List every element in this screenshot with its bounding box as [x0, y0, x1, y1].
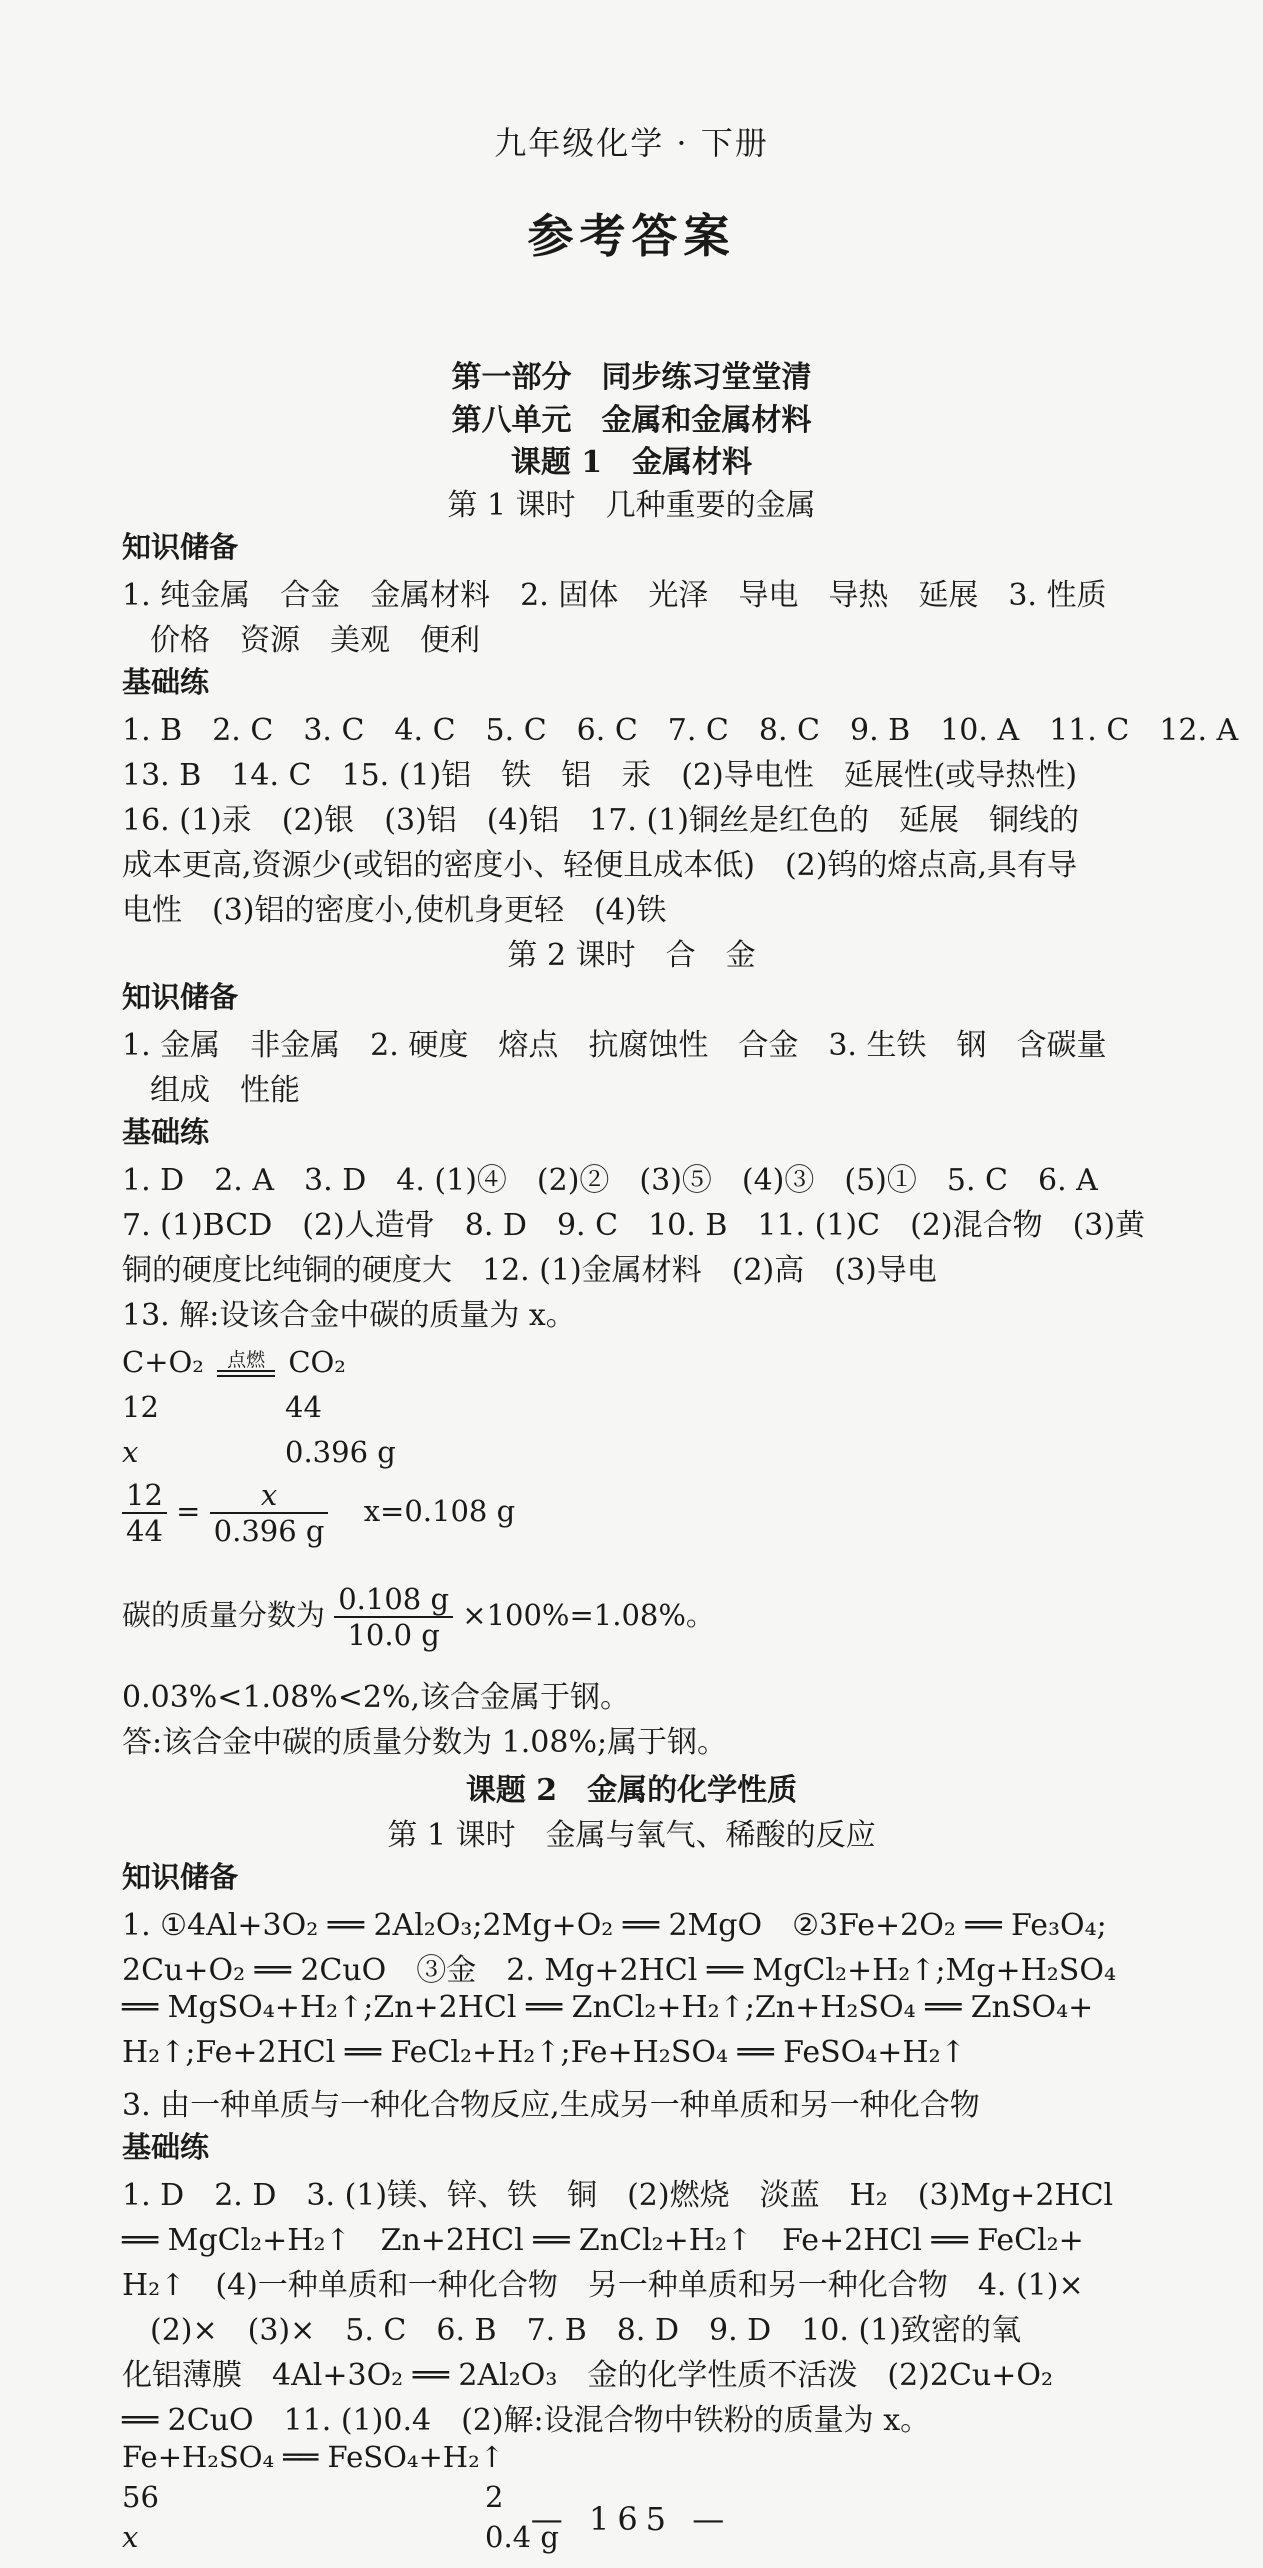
- part-heading: 第一部分 同步练习堂堂清: [451, 360, 812, 395]
- answer-line: 13. 解:设该合金中碳的质量为 x。: [122, 1298, 576, 1333]
- lesson-heading-3: 第 1 课时 金属与氧气、稀酸的反应: [387, 1818, 876, 1853]
- proportion-eq: $\frac{12}{44}$ = $\frac{x}{0.396 g}$ x=0.108 g: [122, 1478, 515, 1548]
- answer-line: 1. ①4Al+3O₂ ══ 2Al₂O₃;2Mg+O₂ ══ 2MgO ②3Fe+2O₂ ══ Fe₃O₄;: [122, 1908, 1107, 1943]
- molar-mass-fe: 56: [122, 2480, 159, 2514]
- answer-line: 3. 由一种单质与一种化合物反应,生成另一种单质和另一种化合物: [122, 2088, 980, 2123]
- answer-line: 成本更高,资源少(或铝的密度小、轻便且成本低) (2)钨的熔点高,具有导: [122, 848, 1077, 883]
- section-basic: 基础练: [122, 665, 210, 699]
- answer-line: 2Cu+O₂ ══ 2CuO ③金 2. Mg+2HCl ══ MgCl₂+H₂↑;Mg+H₂SO₄: [122, 1953, 1116, 1988]
- equation-left: C+O₂: [122, 1345, 204, 1379]
- x-result: x=0.108 g: [363, 1494, 516, 1528]
- section-knowledge: 知识储备: [122, 1860, 239, 1894]
- page-number: — 165 —: [530, 2500, 733, 2538]
- lesson-heading-2: 第 2 课时 合 金: [507, 938, 756, 973]
- answer-line: 1. B 2. C 3. C 4. C 5. C 6. C 7. C 8. C 9. B 10. A 11. C 12. A: [122, 713, 1239, 748]
- answer-line: 16. (1)汞 (2)银 (3)铝 (4)铝 17. (1)铜丝是红色的 延展 铜线的: [122, 803, 1079, 838]
- answer-line: 化铝薄膜 4Al+3O₂ ══ 2Al₂O₃ 金的化学性质不活泼 (2)2Cu+O₂: [122, 2358, 1053, 2393]
- mass-co2: 0.396 g: [285, 1435, 396, 1469]
- answer-line: H₂↑ (4)一种单质和一种化合物 另一种单质和另一种化合物 4. (1)×: [122, 2268, 1084, 2303]
- page-title: 参考答案: [527, 209, 736, 263]
- molar-mass-c: 12: [122, 1390, 159, 1424]
- answer-line: 1. D 2. D 3. (1)镁、锌、铁 铜 (2)燃烧 淡蓝 H₂ (3)Mg+2HCl: [122, 2178, 1114, 2213]
- answer-line: 组成 性能: [150, 1073, 300, 1108]
- answer-line: 价格 资源 美观 便利: [150, 623, 480, 658]
- unknown-x-fe: x: [122, 2520, 139, 2554]
- molar-mass-co2: 44: [285, 1390, 322, 1424]
- answer-line: 1. D 2. A 3. D 4. (1)④ (2)② (3)⑤ (4)③ (5)① 5. C 6. A: [122, 1163, 1098, 1198]
- reaction-condition: 点燃: [227, 1349, 266, 1371]
- answer-line: 1. 纯金属 合金 金属材料 2. 固体 光泽 导电 导热 延展 3. 性质: [122, 578, 1107, 613]
- molar-mass-h2: 2: [485, 2480, 504, 2514]
- mass-fraction: 碳的质量分数为 $\frac{0.108 g}{10.0 g}$ ×100%=1.08%。: [122, 1582, 715, 1652]
- equation-right: CO₂: [288, 1345, 346, 1379]
- topic-heading-1: 课题 1 金属材料: [510, 445, 753, 480]
- section-knowledge: 知识储备: [122, 530, 239, 564]
- running-header: 九年级化学 · 下册: [494, 124, 769, 162]
- answer-line: 铜的硬度比纯铜的硬度大 12. (1)金属材料 (2)高 (3)导电: [122, 1253, 937, 1288]
- topic-heading-2: 课题 2 金属的化学性质: [465, 1773, 798, 1808]
- unit-heading: 第八单元 金属和金属材料: [451, 403, 812, 438]
- answer-line: ══ MgCl₂+H₂↑ Zn+2HCl ══ ZnCl₂+H₂↑ Fe+2HCl ══ FeCl₂+: [122, 2223, 1084, 2258]
- answer-line: H₂↑;Fe+2HCl ══ FeCl₂+H₂↑;Fe+H₂SO₄ ══ FeSO₄+H₂↑: [122, 2035, 966, 2070]
- lesson-heading-1: 第 1 课时 几种重要的金属: [447, 488, 816, 523]
- answer-line: 电性 (3)铝的密度小,使机身更轻 (4)铁: [122, 893, 667, 928]
- mass-h2: 0.4 g: [485, 2520, 559, 2554]
- answer-line: 答:该合金中碳的质量分数为 1.08%;属于钢。: [122, 1725, 728, 1760]
- answer-line: 13. B 14. C 15. (1)铝 铁 铝 汞 (2)导电性 延展性(或导热性): [122, 758, 1078, 793]
- unknown-x: x: [122, 1435, 139, 1469]
- section-basic: 基础练: [122, 1115, 210, 1149]
- answer-line: 0.03%<1.08%<2%,该合金属于钢。: [122, 1680, 631, 1715]
- equation-carbon: [122, 1345, 346, 1379]
- answer-line: ══ 2CuO 11. (1)0.4 (2)解:设混合物中铁粉的质量为 x。: [122, 2403, 931, 2438]
- answer-line: 1. 金属 非金属 2. 硬度 熔点 抗腐蚀性 合金 3. 生铁 钢 含碳量: [122, 1028, 1107, 1063]
- answer-line: ══ MgSO₄+H₂↑;Zn+2HCl ══ ZnCl₂+H₂↑;Zn+H₂SO₄ ══ ZnSO₄+: [122, 1990, 1094, 2025]
- answer-line: (2)× (3)× 5. C 6. B 7. B 8. D 9. D 10. (1)致密的氧: [150, 2313, 1021, 2348]
- section-basic: 基础练: [122, 2130, 210, 2164]
- equation-iron: Fe+H₂SO₄ ══ FeSO₄+H₂↑: [122, 2440, 505, 2474]
- section-knowledge: 知识储备: [122, 980, 239, 1014]
- answer-line: 7. (1)BCD (2)人造骨 8. D 9. C 10. B 11. (1)C (2)混合物 (3)黄: [122, 1208, 1146, 1243]
